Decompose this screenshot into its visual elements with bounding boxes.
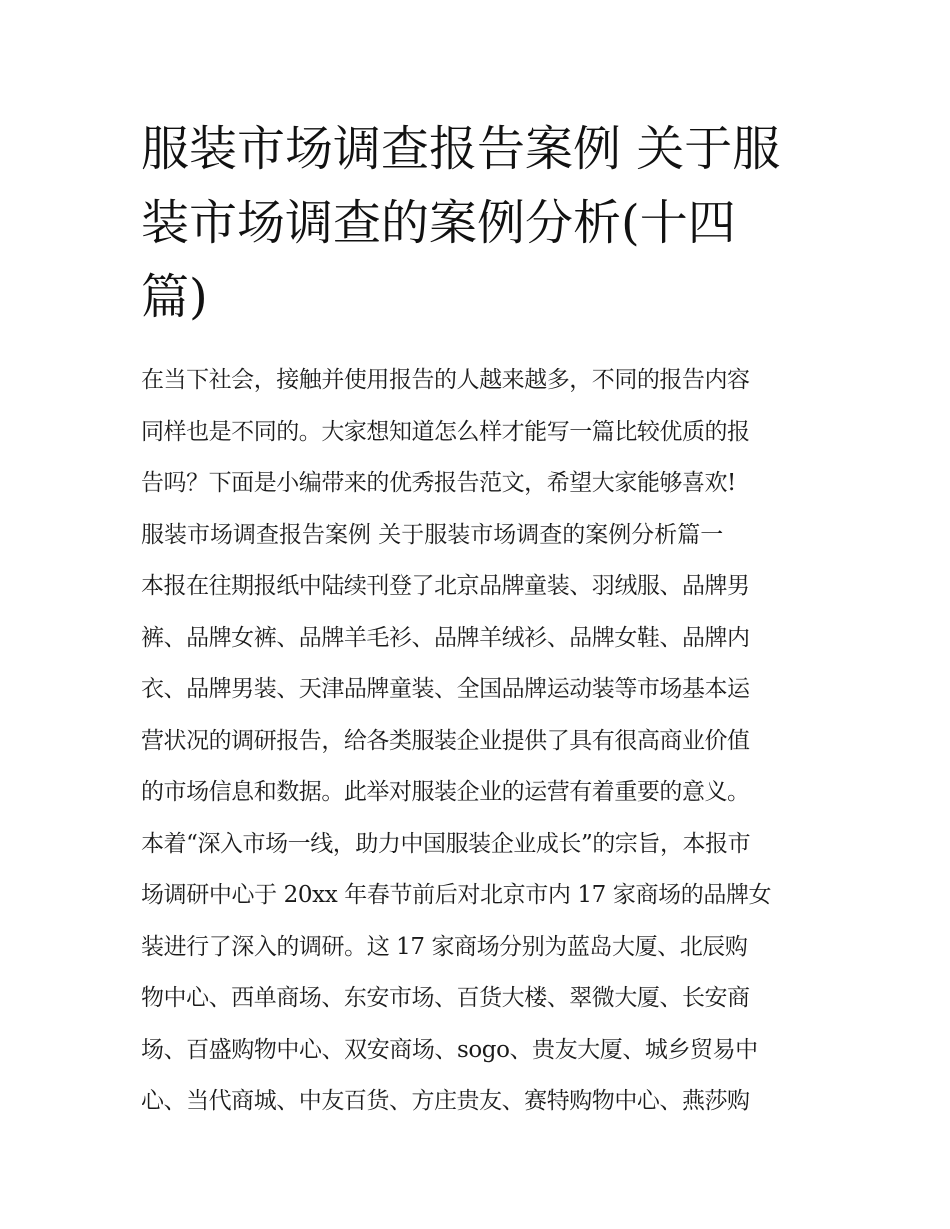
body-line: 衣、品牌男装、天津品牌童装、全国品牌运动装等市场基本运 — [141, 676, 750, 702]
section-heading: 服装市场调查报告案例 关于服装市场调查的案例分析篇一 — [141, 521, 724, 548]
body-line: 的市场信息和数据。此举对服装企业的运营有着重要的意义。 — [141, 779, 750, 805]
body-line: 场、百盛购物中心、双安商场、sogo、贵友大厦、城乡贸易中 — [141, 1036, 758, 1063]
title-line: 服装市场调查报告案例 关于服 — [141, 121, 781, 177]
body-line: 装进行了深入的调研。这 17 家商场分别为蓝岛大厦、北辰购 — [141, 933, 748, 960]
document-title — [141, 112, 821, 334]
body-line: 在当下社会，接触并使用报告的人越来越多，不同的报告内容 — [141, 367, 750, 393]
document-body — [141, 355, 821, 1128]
body-line: 心、当代商城、中友百货、方庄贵友、赛特购物中心、燕莎购 — [141, 1088, 750, 1114]
title-line: 装市场调查的案例分析(十四 — [141, 195, 736, 251]
body-line: 本报在往期报纸中陆续刊登了北京品牌童装、羽绒服、品牌男 — [141, 573, 750, 599]
body-line: 同样也是不同的。大家想知道怎么样才能写一篇比较优质的报 — [141, 418, 750, 445]
body-line: 营状况的调研报告，给各类服装企业提供了具有很高商业价值 — [141, 727, 750, 754]
body-line: 告吗？下面是小编带来的优秀报告范文，希望大家能够喜欢! — [141, 470, 736, 496]
title-line: 篇) — [141, 269, 208, 325]
body-line: 裤、品牌女裤、品牌羊毛衫、品牌羊绒衫、品牌女鞋、品牌内 — [141, 624, 750, 651]
body-line: 场调研中心于 20xx 年春节前后对北京市内 17 家商场的品牌女 — [141, 882, 772, 908]
body-line: 本着“深入市场一线，助力中国服装企业成长”的宗旨，本报市 — [141, 830, 751, 857]
body-line: 物中心、西单商场、东安市场、百货大楼、翠微大厦、长安商 — [141, 985, 750, 1011]
